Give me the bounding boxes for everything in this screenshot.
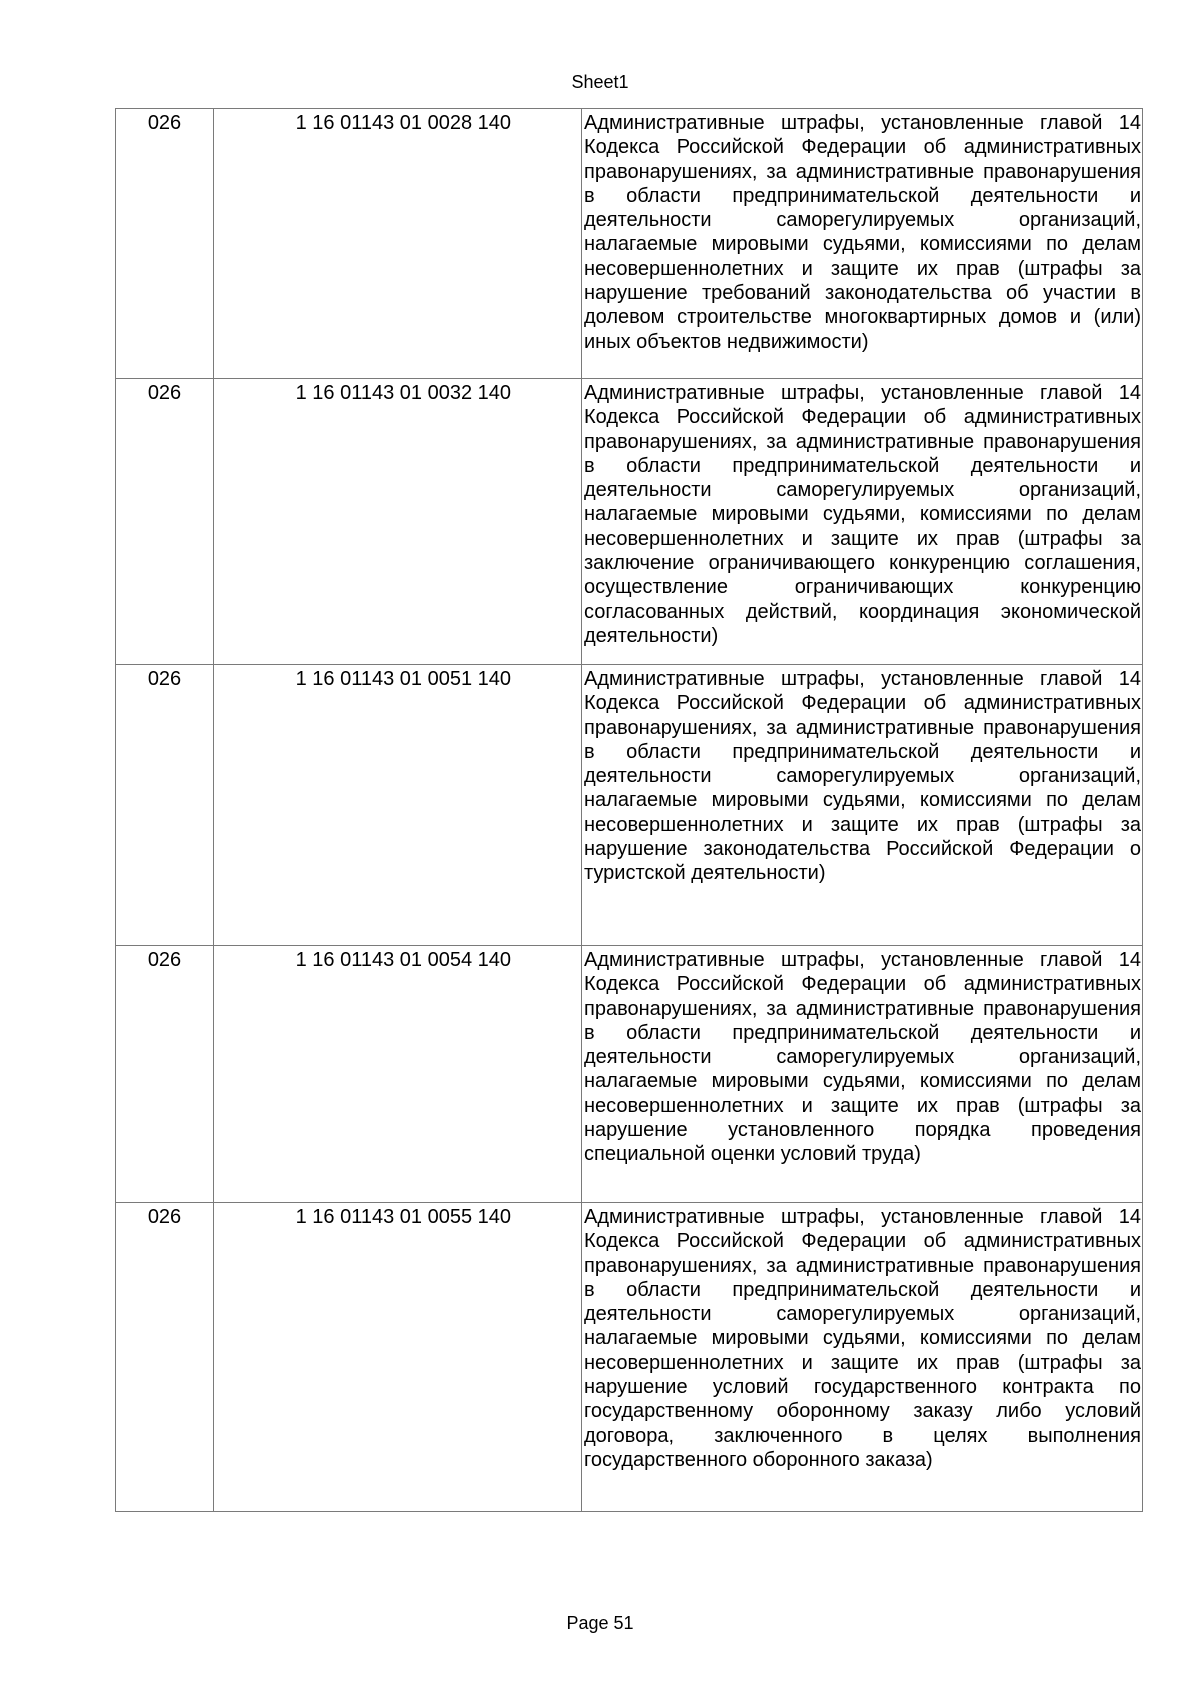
- kbk-code-cell: 1 16 01143 01 0055 140: [214, 1203, 582, 1512]
- description-cell: Административные штрафы, установленные главой 14 Кодекса Российской Федерации об административных правонарушениях, за административные правонарушения в области предпринимательской деятельности и деятельности саморегулируемых организаций, налагаемые мировыми судьями, комиссиями по делам несовершеннолетних и защите их прав (штрафы за заключение ограничивающего конкуренцию соглашения, осуществление ограничивающих конкуренцию согласованных действий, координация экономической деятельности): [582, 379, 1143, 665]
- admin-code-cell: 026: [116, 946, 214, 1203]
- kbk-code-cell: 1 16 01143 01 0032 140: [214, 379, 582, 665]
- table-row: [116, 379, 1143, 665]
- sheet-title: Sheet1: [571, 72, 629, 92]
- admin-code-cell: 026: [116, 109, 214, 379]
- table-row: [116, 109, 1143, 379]
- table-row: [116, 1203, 1143, 1512]
- table-row: [116, 946, 1143, 1203]
- admin-code-cell: 026: [116, 1203, 214, 1512]
- description-cell: Административные штрафы, установленные главой 14 Кодекса Российской Федерации об административных правонарушениях, за административные правонарушения в области предпринимательской деятельности и деятельности саморегулируемых организаций, налагаемые мировыми судьями, комиссиями по делам несовершеннолетних и защите их прав (штрафы за нарушение условий государственного контракта по государственному оборонному заказу либо условий договора, заключенного в целях выполнения государственного оборонного заказа): [582, 1203, 1143, 1512]
- data-table: [115, 108, 1143, 1512]
- admin-code-cell: 026: [116, 379, 214, 665]
- description-cell: Административные штрафы, установленные главой 14 Кодекса Российской Федерации об административных правонарушениях, за административные правонарушения в области предпринимательской деятельности и деятельности саморегулируемых организаций, налагаемые мировыми судьями, комиссиями по делам несовершеннолетних и защите их прав (штрафы за нарушение законодательства Российской Федерации о туристской деятельности): [582, 665, 1143, 946]
- kbk-code-cell: 1 16 01143 01 0051 140: [214, 665, 582, 946]
- table-row: [116, 665, 1143, 946]
- kbk-code-cell: 1 16 01143 01 0028 140: [214, 109, 582, 379]
- kbk-code-cell: 1 16 01143 01 0054 140: [214, 946, 582, 1203]
- page-number: Page 51: [566, 1613, 634, 1633]
- description-cell: Административные штрафы, установленные главой 14 Кодекса Российской Федерации об административных правонарушениях, за административные правонарушения в области предпринимательской деятельности и деятельности саморегулируемых организаций, налагаемые мировыми судьями, комиссиями по делам несовершеннолетних и защите их прав (штрафы за нарушение требований законодательства об участии в долевом строительстве многоквартирных домов и (или) иных объектов недвижимости): [582, 109, 1143, 379]
- description-cell: Административные штрафы, установленные главой 14 Кодекса Российской Федерации об административных правонарушениях, за административные правонарушения в области предпринимательской деятельности и деятельности саморегулируемых организаций, налагаемые мировыми судьями, комиссиями по делам несовершеннолетних и защите их прав (штрафы за нарушение установленного порядка проведения специальной оценки условий труда): [582, 946, 1143, 1203]
- admin-code-cell: 026: [116, 665, 214, 946]
